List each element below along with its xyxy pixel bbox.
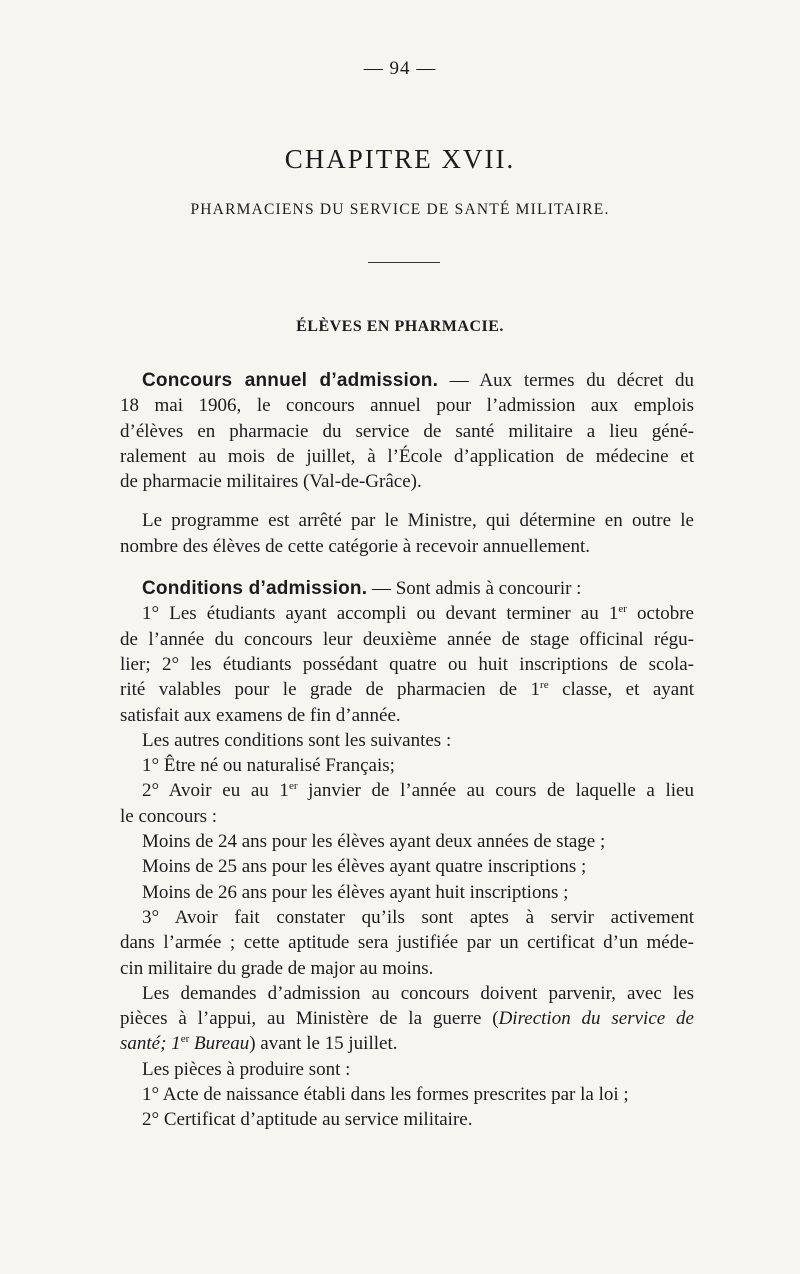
italic-run: santé; 1: [120, 1033, 181, 1055]
paragraph-programme: [120, 508, 694, 559]
text-line: [120, 778, 694, 803]
body-text: [120, 368, 694, 1133]
text-run: 2° Avoir eu au 1: [142, 780, 289, 802]
paragraph-concours: [120, 368, 694, 494]
text-run: 1° Les étudiants ayant accompli ou devant terminer au 1: [142, 603, 619, 625]
text-line: 1° Acte de naissance établi dans les formes prescrites par la loi ;: [142, 1084, 629, 1106]
superscript: re: [540, 679, 549, 692]
text-line: de pharmacie militaires (Val-de-Grâce).: [120, 471, 422, 493]
run-in-heading: Concours annuel d’admission.: [142, 370, 439, 391]
text-line: Les pièces à produire sont :: [142, 1058, 351, 1080]
chapter-subtitle: PHARMACIENS DU SERVICE DE SANTÉ MILITAIRE.: [190, 201, 610, 218]
text-line: satisfait aux examens de fin d’année.: [120, 704, 401, 726]
text-line: Le programme est arrêté par le Ministre, qui détermine en outre le: [142, 510, 694, 532]
text-line: Moins de 25 ans pour les élèves ayant quatre inscriptions ;: [142, 856, 587, 878]
text-line: dans l’armée ; cette aptitude sera justifiée par un certificat d’un méde-: [120, 932, 694, 954]
text-line: 2° Certificat d’aptitude au service militaire.: [142, 1109, 473, 1131]
text-line: [120, 601, 694, 626]
text-line: Moins de 24 ans pour les élèves ayant deux années de stage ;: [142, 831, 606, 853]
text-line: [120, 368, 694, 393]
text-line: [120, 576, 694, 601]
section-divider: [368, 262, 440, 263]
text-run: pièces à l’appui, au Ministère de la guerre (: [120, 1008, 499, 1030]
paragraph-demandes: [120, 981, 694, 1133]
italic-run: Bureau: [189, 1033, 250, 1055]
text-line: lier; 2° les étudiants possédant quatre ou huit inscriptions de scola-: [120, 653, 694, 675]
text-line: Moins de 26 ans pour les élèves ayant huit inscriptions ;: [142, 881, 569, 903]
text-line: le concours :: [120, 805, 218, 827]
text-run: octobre: [626, 603, 694, 625]
superscript: er: [618, 603, 627, 616]
text-run: classe, et ayant: [548, 679, 694, 701]
text-line: 1° Être né ou naturalisé Français;: [142, 755, 395, 777]
italic-run: Direction du service de: [498, 1008, 694, 1030]
text-run: rité valables pour le grade de pharmacien de 1: [120, 679, 541, 701]
text-line: [120, 1031, 694, 1056]
text-line: de l’année du concours leur deuxième année de stage officinal régu-: [120, 628, 694, 650]
page-number: — 94 —: [363, 58, 437, 79]
text-run: ) avant le 15 juillet.: [249, 1033, 398, 1055]
text-line: [120, 1006, 694, 1031]
text-run: — Aux termes du décret du: [438, 370, 694, 391]
superscript: er: [288, 780, 298, 793]
chapter-title: CHAPITRE XVII.: [284, 144, 516, 174]
run-in-heading: Conditions d’admission.: [142, 578, 368, 600]
section-title: ÉLÈVES EN PHARMACIE.: [296, 318, 504, 335]
text-line: Les demandes d’admission au concours doivent parvenir, avec les: [142, 982, 694, 1004]
text-line: d’élèves en pharmacie du service de santé militaire a lieu géné-: [120, 420, 694, 442]
text-line: ralement au mois de juillet, à l’École d’application de médecine et: [120, 445, 694, 467]
text-line: cin militaire du grade de major au moins.: [120, 957, 434, 979]
text-line: 18 mai 1906, le concours annuel pour l’admission aux emplois: [120, 395, 694, 417]
paragraph-conditions: [120, 576, 694, 981]
superscript: er: [180, 1033, 190, 1046]
text-run: — Sont admis à concourir :: [367, 578, 582, 600]
text-line: 3° Avoir fait constater qu’ils sont aptes à servir activement: [142, 906, 694, 928]
text-line: Les autres conditions sont les suivantes :: [142, 729, 452, 751]
text-line: [120, 677, 694, 702]
text-run: janvier de l’année au cours de laquelle a lieu: [297, 780, 694, 802]
text-line: nombre des élèves de cette catégorie à recevoir annuellement.: [120, 535, 591, 557]
